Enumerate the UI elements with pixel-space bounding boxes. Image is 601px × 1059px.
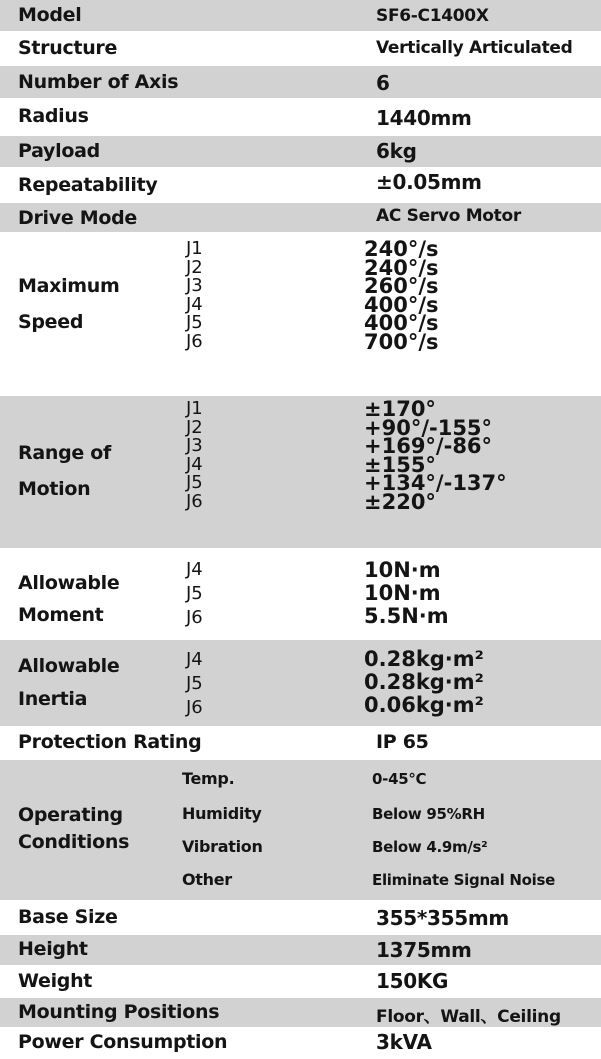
mounting-value: Floor、Wall、Ceiling [376,1007,561,1027]
speed-value: 400°/s [364,292,439,317]
motion-value: +169°/-86° [364,434,493,458]
motion-value: ±170° [364,397,436,421]
joint-label: J4 [186,559,203,580]
joint-label: J6 [186,330,203,352]
joint-label: J6 [186,490,203,512]
row-model [0,0,601,31]
moment-joints [186,558,203,630]
inertia-values [364,648,484,717]
condition-value-temp: 0-45℃ [372,770,427,788]
motion-label-line1: Range of [18,442,111,464]
speed-label-line2: Speed [18,311,84,333]
motion-label-line2: Motion [18,478,91,500]
structure-value: Vertically Articulated [376,38,573,58]
mounting-label: Mounting Positions [18,1001,220,1023]
joint-label: J5 [186,472,203,493]
base-size-label: Base Size [18,906,118,928]
condition-name-other: Other [182,870,232,889]
inertia-value: 0.06kg·m² [364,693,484,717]
row-allowable-inertia [0,640,601,726]
drive-mode-label: Drive Mode [18,207,137,229]
joint-label: J2 [186,416,203,438]
drive-mode-value: AC Servo Motor [376,206,521,226]
moment-values [364,559,449,628]
motion-value: +134°/-137° [364,471,507,495]
height-value: 1375mm [376,938,472,962]
row-max-speed [0,232,601,396]
power-value: 3kVA [376,1030,432,1054]
motion-joints [186,400,203,511]
condition-value-other: Eliminate Signal Noise [372,871,556,889]
row-payload [0,136,601,167]
radius-label: Radius [18,105,89,127]
row-base-size [0,900,601,935]
row-structure [0,31,601,66]
condition-name-temp: Temp. [182,769,235,788]
moment-label-line2: Moment [18,604,104,626]
row-power-consumption [0,1027,601,1059]
joint-label: J1 [186,238,203,259]
joint-label: J2 [186,256,203,278]
joint-label: J6 [186,697,203,718]
joint-label: J3 [186,435,203,456]
payload-value: 6kg [376,139,417,163]
joint-label: J1 [186,398,203,419]
row-operating-conditions [0,760,601,900]
protection-label: Protection Rating [18,731,202,753]
speed-label-line1: Maximum [18,275,120,297]
row-protection-rating [0,726,601,760]
row-range-of-motion [0,396,601,548]
base-size-value: 355*355mm [376,906,509,930]
row-repeatability [0,167,601,203]
motion-values [364,397,507,514]
moment-label-line1: Allowable [18,572,120,594]
condition-value-humidity: Below 95%RH [372,805,485,823]
weight-value: 150KG [376,969,449,993]
condition-name-vibration: Vibration [182,837,263,856]
speed-value: 260°/s [364,274,439,298]
radius-value: 1440mm [376,106,472,130]
operating-label-line2: Conditions [18,831,130,853]
repeatability-label: Repeatability [18,174,158,196]
payload-label: Payload [18,140,100,162]
operating-label-line1: Operating [18,804,123,826]
speed-value: 700°/s [364,329,439,354]
inertia-value: 0.28kg·m² [364,647,484,671]
row-axes [0,66,601,98]
moment-value: 10N·m [364,558,441,582]
weight-label: Weight [18,970,93,992]
joint-label: J5 [186,673,203,694]
inertia-value: 0.28kg·m² [364,670,484,694]
joint-label: J5 [186,583,203,604]
inertia-label-line2: Inertia [18,688,88,710]
joint-label: J6 [186,607,203,628]
motion-value: ±155° [364,452,436,477]
row-drive-mode [0,203,601,232]
moment-value: 10N·m [364,581,441,605]
speed-joints [186,240,203,351]
condition-name-humidity: Humidity [182,804,262,823]
repeatability-value: ±0.05mm [376,170,482,194]
protection-value: IP 65 [376,731,429,753]
motion-value: +90°/-155° [364,415,493,440]
joint-label: J4 [186,293,203,315]
joint-label: J5 [186,312,203,333]
row-weight [0,965,601,998]
condition-value-vibration: Below 4.9m/s² [372,838,488,856]
inertia-label-line1: Allowable [18,655,120,677]
model-value: SF6-C1400X [376,6,489,26]
row-mounting-positions [0,998,601,1027]
speed-value: 240°/s [364,255,439,280]
structure-label: Structure [18,37,118,59]
height-label: Height [18,938,88,960]
joint-label: J3 [186,275,203,296]
row-height [0,935,601,965]
axes-value: 6 [376,71,390,95]
model-label: Model [18,4,82,26]
row-allowable-moment [0,548,601,640]
speed-values [364,237,439,354]
speed-value: 240°/s [364,237,439,261]
joint-label: J4 [186,649,203,670]
speed-value: 400°/s [364,311,439,335]
joint-label: J4 [186,453,203,475]
power-label: Power Consumption [18,1031,228,1053]
inertia-joints [186,648,203,720]
motion-value: ±220° [364,489,436,514]
row-radius [0,98,601,136]
moment-value: 5.5N·m [364,604,449,628]
axes-label: Number of Axis [18,71,179,93]
